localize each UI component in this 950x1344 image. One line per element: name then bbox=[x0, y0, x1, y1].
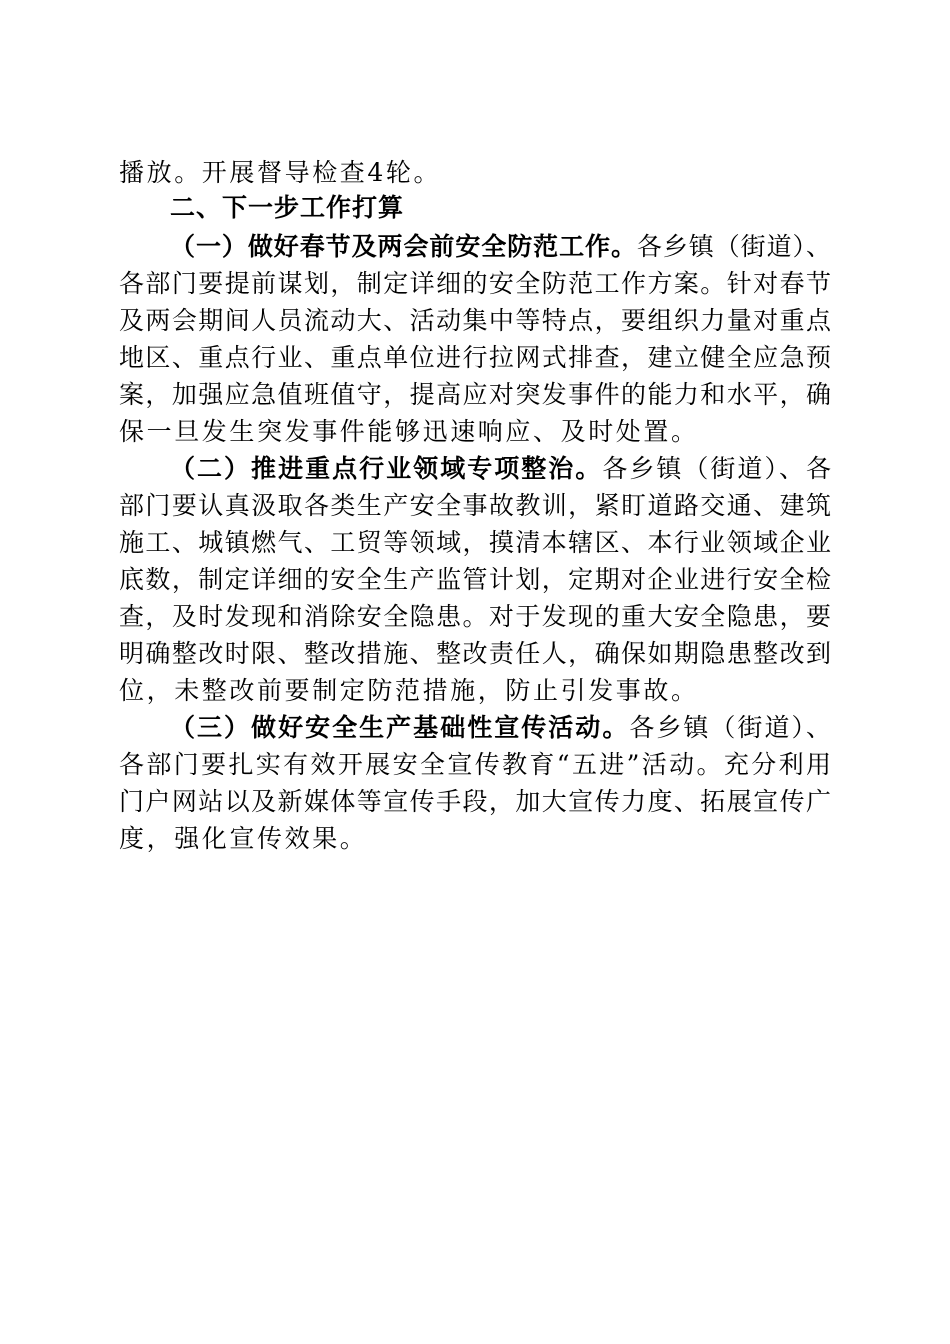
item2-line: 查，及时发现和消除安全隐患。对于发现的重大安全隐患，要 bbox=[119, 602, 831, 631]
item2-line: 施工、城镇燃气、工贸等领域，摸清本辖区、本行业领域企业 bbox=[119, 528, 831, 557]
item2-line: 位，未整改前要制定防范措施，防止引发事故。 bbox=[119, 676, 699, 705]
item1-first-line bbox=[170, 228, 831, 265]
item3-line: 各部门要扎实有效开展安全宣传教育“五进”活动。充分利用 bbox=[119, 750, 831, 779]
section-heading: 二、下一步工作打算 bbox=[170, 193, 405, 222]
item2-line: 部门要认真汲取各类生产安全事故教训，紧盯道路交通、建筑 bbox=[119, 491, 831, 520]
item3-first-line bbox=[170, 709, 831, 746]
item2-line: 底数，制定详细的安全生产监管计划，定期对企业进行安全检 bbox=[119, 565, 831, 594]
previous-paragraph-tail: 播放。开展督导检查4轮。 bbox=[119, 158, 442, 187]
item3-line1-text: 各乡镇（街道）、 bbox=[629, 713, 831, 742]
item1-line1-text: 各乡镇（街道）、 bbox=[636, 232, 831, 261]
item2-line1-text: 各乡镇（街道）、各 bbox=[602, 454, 831, 483]
item1-line: 保一旦发生突发事件能够迅速响应、及时处置。 bbox=[119, 417, 699, 446]
item1-line: 及两会期间人员流动大、活动集中等特点，要组织力量对重点 bbox=[119, 306, 831, 335]
item3-line: 度，强化宣传效果。 bbox=[119, 824, 368, 853]
item2-line: 明确整改时限、整改措施、整改责任人，确保如期隐患整改到 bbox=[119, 639, 831, 668]
item2-title: （二）推进重点行业领域专项整治。 bbox=[170, 454, 603, 483]
item1-line: 地区、重点行业、重点单位进行拉网式排查，建立健全应急预 bbox=[119, 343, 831, 372]
item3-title: （三）做好安全生产基础性宣传活动。 bbox=[170, 713, 630, 742]
item1-title: （一）做好春节及两会前安全防范工作。 bbox=[170, 232, 637, 261]
item1-line: 案，加强应急值班值守，提高应对突发事件的能力和水平，确 bbox=[119, 380, 831, 409]
item2-first-line bbox=[170, 450, 831, 487]
item3-line: 门户网站以及新媒体等宣传手段，加大宣传力度、拓展宣传广 bbox=[119, 787, 831, 816]
item1-line: 各部门要提前谋划，制定详细的安全防范工作方案。针对春节 bbox=[119, 269, 831, 298]
